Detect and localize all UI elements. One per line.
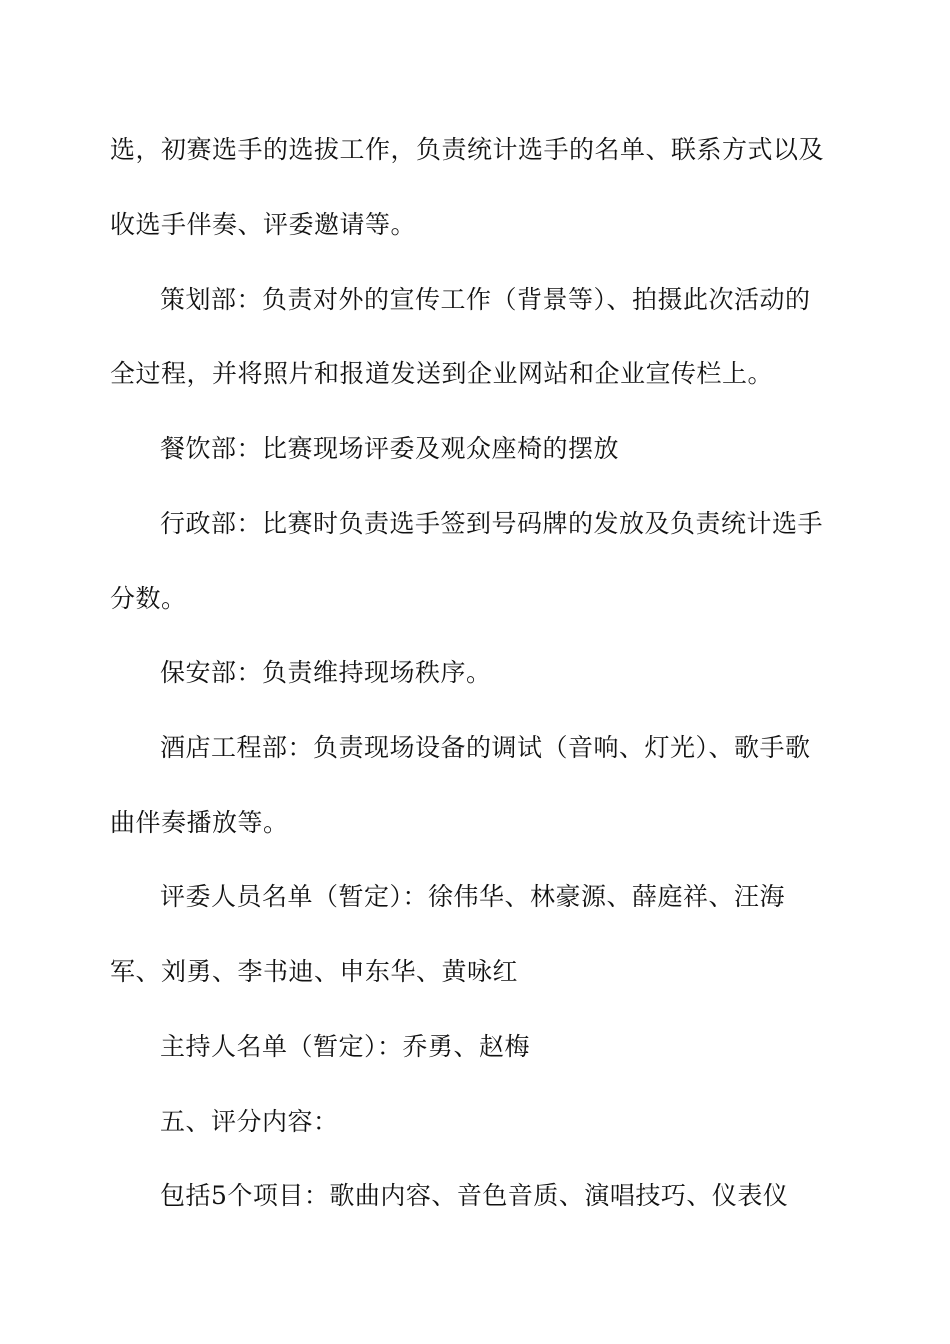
section-heading: 五、评分内容： xyxy=(160,1107,339,1136)
paragraph-line-1: 选，初赛选手的选拔工作，负责统计选手的名单、联系方式以及 xyxy=(110,135,825,164)
paragraph-line-7: 分数。 xyxy=(110,584,187,613)
paragraph-line-4: 全过程，并将照片和报道发送到企业网站和企业宣传栏上。 xyxy=(110,359,774,388)
paragraph-line-2: 收选手伴奏、评委邀请等。 xyxy=(110,210,417,239)
paragraph-line-8: 保安部：负责维持现场秩序。 xyxy=(160,658,492,687)
paragraph-line-5: 餐饮部：比赛现场评委及观众座椅的摆放 xyxy=(160,434,620,463)
paragraph-line-15: 包括5个项目：歌曲内容、音色音质、演唱技巧、仪表仪 xyxy=(160,1181,789,1210)
paragraph-line-6: 行政部：比赛时负责选手签到号码牌的发放及负责统计选手 xyxy=(160,509,824,538)
paragraph-line-11: 评委人员名单（暂定）：徐伟华、林豪源、薛庭祥、汪海 xyxy=(160,882,786,911)
paragraph-line-9: 酒店工程部：负责现场设备的调试（音响、灯光）、歌手歌 xyxy=(160,733,811,762)
paragraph-line-12: 军、刘勇、李书迪、申东华、黄咏红 xyxy=(110,957,519,986)
paragraph-line-13: 主持人名单（暂定）：乔勇、赵梅 xyxy=(160,1032,531,1061)
paragraph-line-10: 曲伴奏播放等。 xyxy=(110,808,289,837)
paragraph-line-3: 策划部：负责对外的宣传工作（背景等）、拍摄此次活动的 xyxy=(160,285,811,314)
